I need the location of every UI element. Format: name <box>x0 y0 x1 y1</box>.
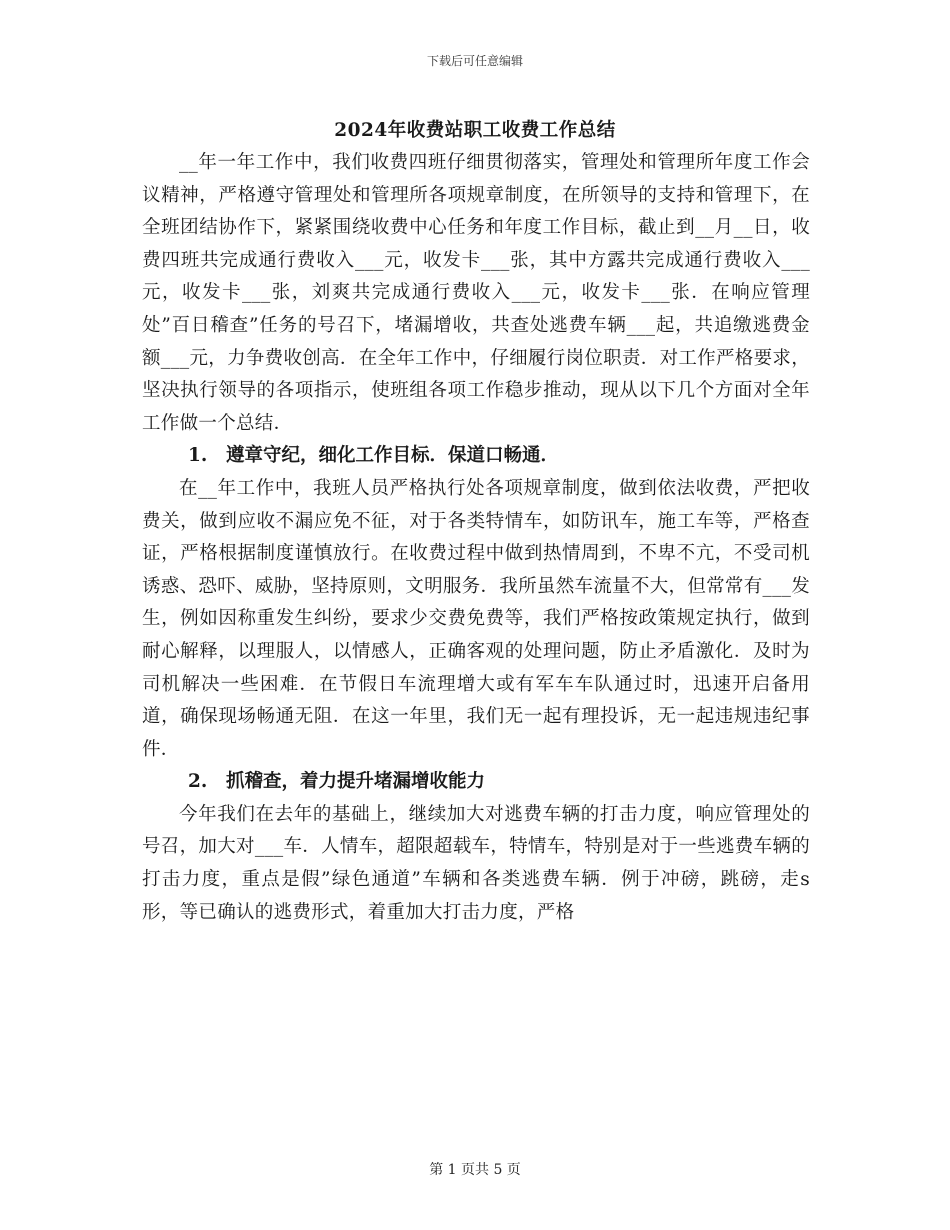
section-heading-2 <box>142 766 810 799</box>
section-number-1: 1. <box>188 445 208 467</box>
section-title-2: 抓稽查，着力提升堵漏增收能力 <box>226 771 486 793</box>
document-title: 2024年收费站职工收费工作总结 <box>334 120 616 141</box>
section-title-1: 遵章守纪，细化工作目标．保道口畅通． <box>226 445 560 467</box>
section-number-2: 2. <box>188 771 208 793</box>
intro-paragraph: __年一年工作中，我们收费四班仔细贯彻落实，管理处和管理所年度工作会议精神，严格遵守管理处和管理所各项规章制度，在所领导的支持和管理下，在全班团结协作下，紧紧围绕收费中心任务和年度工作目标，截止到__月__日，收费四班共完成通行费收入___元，收发卡___张，其中方露共完成通行费收入___元，收发卡___张，刘爽共完成通行费收入___元，收发卡___张．在响应管理处”百日稽查”任务的号召下，堵漏增收，共查处逃费车辆___起，共追缴逃费金额___元，力争费收创高．在全年工作中，仔细履行岗位职责．对工作严格要求，坚决执行领导的各项指示，使班组各项工作稳步推动，现从以下几个方面对全年工作做一个总结． <box>142 152 810 434</box>
section-heading-1 <box>142 440 810 473</box>
section-body-1: 在__年工作中，我班人员严格执行处各项规章制度，做到依法收费，严把收费关，做到应收不漏应免不征，对于各类特情车，如防讯车，施工车等，严格查证，严格根据制度谨慎放行。在收费过程中做到热情周到，不卑不亢，不受司机诱惑、恐吓、威胁，坚持原则，文明服务．我所虽然车流量不大，但常常有___发生，例如因称重发生纠纷，要求少交费免费等，我们严格按政策规定执行，做到耐心解释，以理服人，以情感人，正确客观的处理问题，防止矛盾激化．及时为司机解决一些困难．在节假日车流理增大或有军车车队通过时，迅速开启备用道，确保现场畅通无阻．在这一年里，我们无一起有理投诉，无一起违规违纪事件． <box>142 477 810 760</box>
download-note: 下载后可任意编辑 <box>426 54 523 68</box>
section-body-2: 今年我们在去年的基础上，继续加大对逃费车辆的打击力度，响应管理处的号召，加大对___车．人情车，超限超载车，特情车，特别是对于一些逃费车辆的打击力度，重点是假”绿色通道”车辆和各类逃费车辆．例于冲磅，跳磅，走s形，等已确认的逃费形式，着重加大打击力度，严格 <box>142 803 810 923</box>
page-number: 第 1 页共 5 页 <box>429 1162 521 1178</box>
document-body <box>142 147 810 929</box>
